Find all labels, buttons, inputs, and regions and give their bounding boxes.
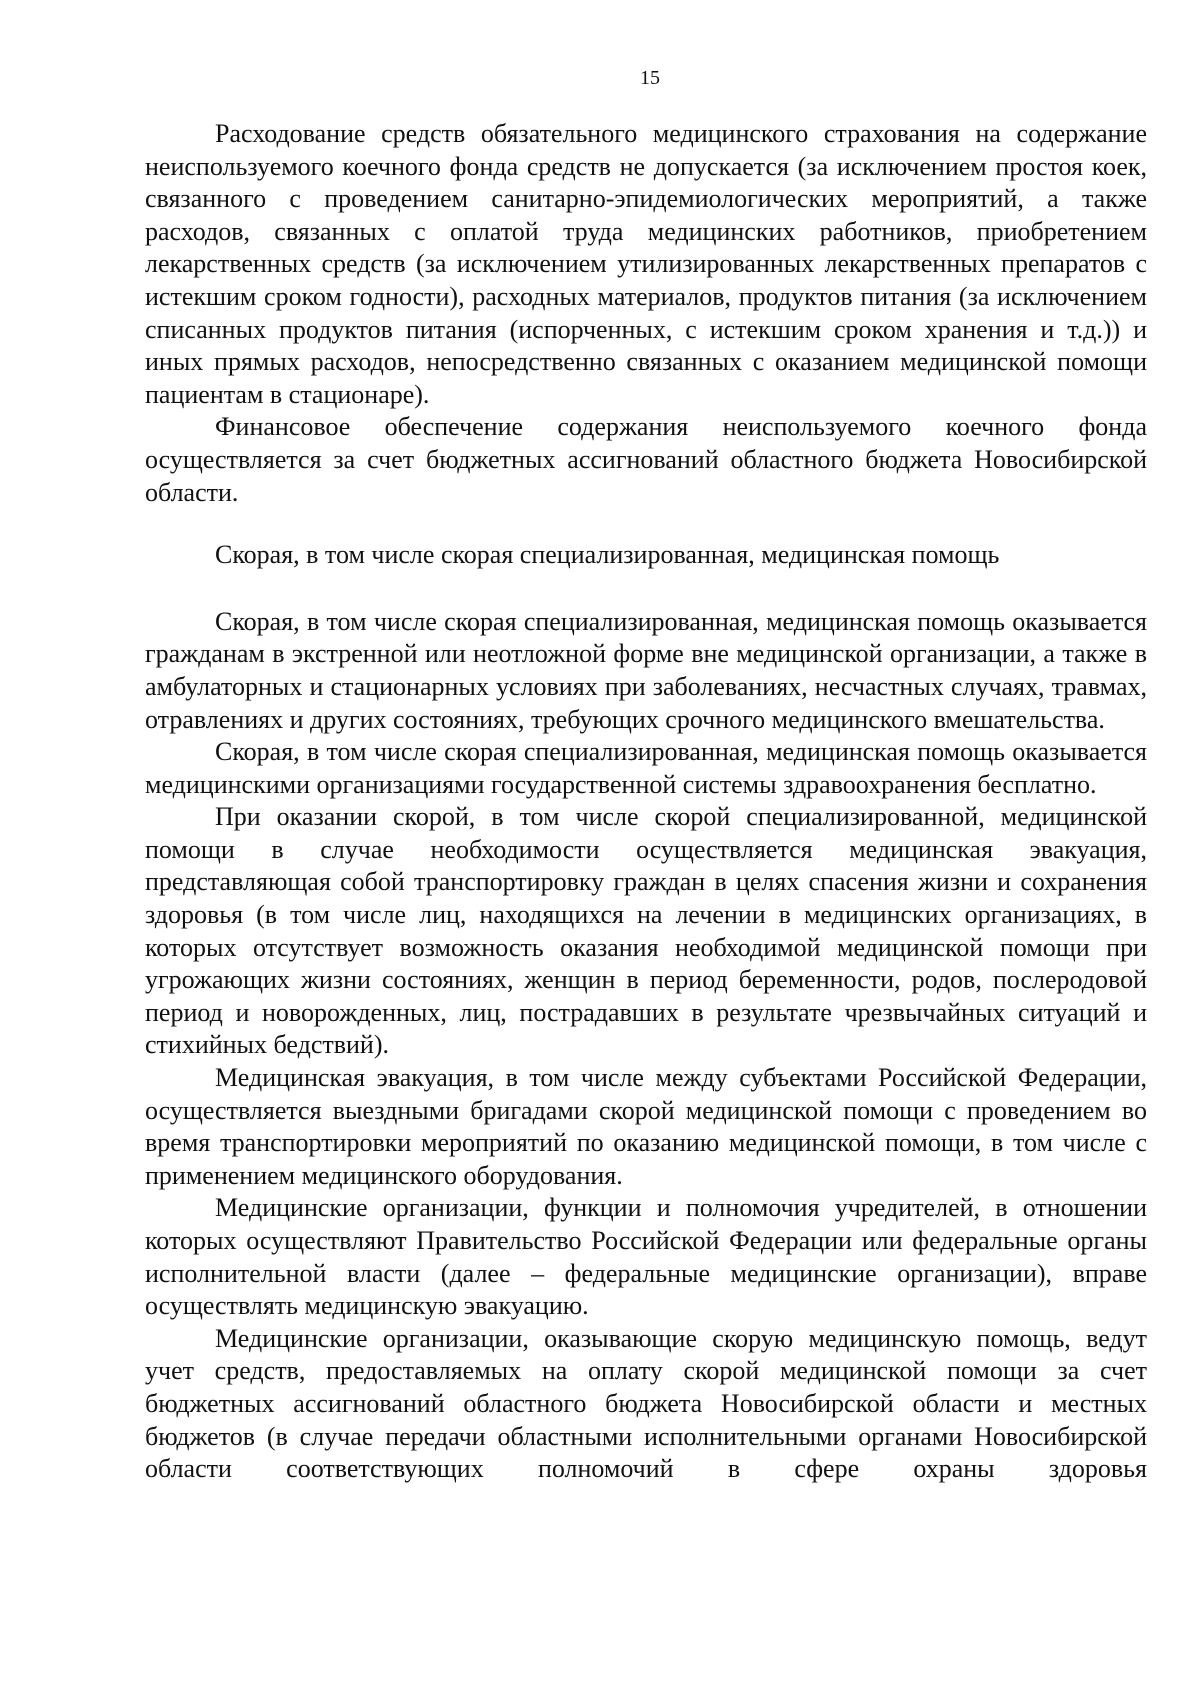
- paragraph-federal-organizations: Медицинские организации, функции и полномочия учредителей, в отношении которых осуществляют Правительство Российской Федерации или федеральные органы исполнительной власти (далее – федеральные медицинские организации), вправе осуществлять медицинскую эвакуацию.: [145, 1193, 1147, 1321]
- paragraph-evacuation-between-regions: Медицинская эвакуация, в том числе между субъектами Российской Федерации, осуществляется выездными бригадами скорой медицинской помощи с проведением во время транспортировки мероприятий по оказанию медицинской помощи, в том числе с применением медицинского оборудования.: [145, 1063, 1147, 1190]
- page-number: 15: [640, 67, 660, 89]
- paragraph-emergency-care-definition: Скорая, в том числе скорая специализированная, медицинская помощь оказывается гражданам в экстренной или неотложной форме вне медицинской организации, а также в амбулаторных и стационарных условиях при заболеваниях, несчастных случаях, травмах, отравлениях и других состояниях, требующих срочного медицинского вмешательства.: [145, 606, 1147, 734]
- body-text: [145, 118, 1147, 1486]
- paragraph-accounting-funds: Медицинские организации, оказывающие скорую медицинскую помощь, ведут учет средств, предоставляемых на оплату скорой медицинской помощи за счет бюджетных ассигнований областного бюджета Новосибирской области и местных бюджетов (в случае передачи областными исполнительными органами Новосибирской области соответствующих полномочий в сфере охраны здоровья: [145, 1323, 1147, 1484]
- paragraph-medical-evacuation: При оказании скорой, в том числе скорой специализированной, медицинской помощи в случае необходимости осуществляется медицинская эвакуация, представляющая собой транспортировку граждан в целях спасения жизни и сохранения здоровья (в том числе лиц, находящихся на лечении в медицинских организациях, в которых отсутствует возможность оказания необходимой медицинской помощи при угрожающих жизни состояниях, женщин в период беременности, родов, послеродовой период и новорожденных, лиц, пострадавших в результате чрезвычайных ситуаций и стихийных бедствий).: [145, 802, 1147, 1060]
- paragraph-oms-expenses: Расходование средств обязательного медицинского страхования на содержание неиспользуемого коечного фонда средств не допускается (за исключением простоя коек, связанного с проведением санитарно-эпидемиологических мероприятий, а также расходов, связанных с оплатой труда медицинских работников, приобретением лекарственных средств (за исключением утилизированных лекарственных препаратов с истекшим сроком годности), расходных материалов, продуктов питания (за исключением списанных продуктов питания (испорченных, с истекшим сроком хранения и т.д.)) и иных прямых расходов, непосредственно связанных с оказанием медицинской помощи пациентам в стационаре).: [145, 119, 1147, 409]
- paragraph-emergency-care-free: Скорая, в том числе скорая специализированная, медицинская помощь оказывается медицинскими организациями государственной системы здравоохранения бесплатно.: [145, 737, 1147, 799]
- paragraph-bed-fund-financing: Финансовое обеспечение содержания неиспользуемого коечного фонда осуществляется за счет бюджетных ассигнований областного бюджета Новосибирской области.: [145, 412, 1147, 507]
- section-heading: Скорая, в том числе скорая специализированная, медицинская помощь: [215, 540, 1000, 570]
